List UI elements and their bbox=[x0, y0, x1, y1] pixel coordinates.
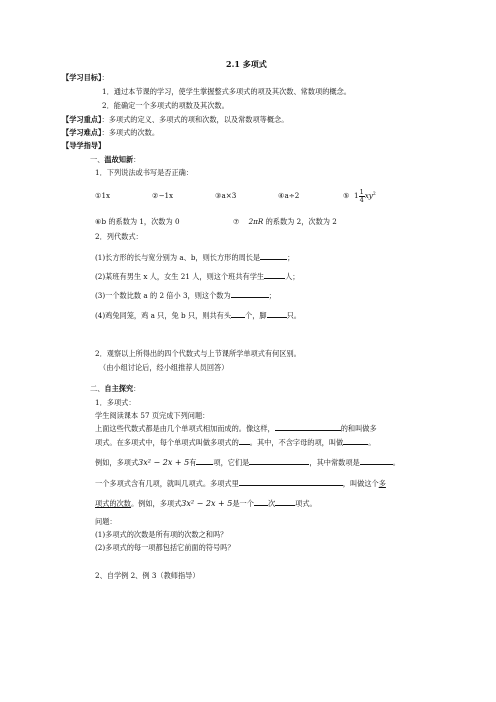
item-number bbox=[95, 290, 276, 300]
option-4: ④a÷2 bbox=[278, 191, 300, 200]
answer-blank[interactable] bbox=[260, 252, 287, 260]
subsection-2: 2、自学例 2、例 3（教师指导） bbox=[95, 571, 200, 580]
definition-text: 上面这些代数式都是由几个单项式相加而成的。像这样， bbox=[95, 424, 275, 433]
question-item: (2)多项式的每一项都包括它前面的符号吗？ bbox=[95, 543, 235, 552]
example-text: 有 bbox=[189, 458, 197, 467]
questions-label: 问题： bbox=[95, 517, 117, 526]
section1-heading: 温故知新 bbox=[104, 155, 134, 164]
definition-text: 项式。在多项式中，每个单项式叫做多项式的 bbox=[95, 438, 239, 447]
definition-text-end: 的和叫做多 bbox=[340, 424, 377, 433]
answer-blank[interactable] bbox=[360, 457, 393, 465]
objective-item: 2．能确定一个多项式的项数及其次数。 bbox=[102, 101, 229, 110]
option-7-expression: 2πR bbox=[248, 217, 264, 226]
polynomial-expression: 3x² − 2x + 5 bbox=[138, 458, 190, 467]
answer-blank[interactable] bbox=[254, 498, 268, 506]
example-text-end: 项式。 bbox=[295, 499, 317, 508]
answer-blank[interactable] bbox=[249, 457, 309, 465]
example-line-1 bbox=[95, 457, 400, 467]
option-7 bbox=[233, 217, 337, 226]
key-point-text: ：多项式的定义、多项式的项和次数，以及常数项等概念。 bbox=[101, 115, 289, 124]
definition-text-underlined: 多 bbox=[378, 479, 386, 488]
option-5-variable: xy bbox=[364, 191, 373, 200]
option-5-exponent: 2 bbox=[372, 192, 376, 197]
item-perimeter-end: ； bbox=[287, 253, 295, 262]
section2-heading-line bbox=[90, 384, 140, 393]
example-text: ，其中常数项是 bbox=[309, 458, 360, 467]
answer-blank[interactable] bbox=[239, 478, 343, 486]
item-perimeter-text: (1)长方形的长与宽分别为 a、b，则长方形的周长是 bbox=[95, 253, 261, 262]
question-item: (1)多项式的次数是所有项的次数之和吗？ bbox=[95, 530, 228, 539]
item-cage-text: (4)鸡兔同笼，鸡 a 只，兔 b 只，则共有头 bbox=[95, 311, 232, 320]
example-text: 项，它们是 bbox=[213, 458, 250, 467]
section2-heading: 自主探究 bbox=[104, 384, 134, 393]
example-text-end: 。 bbox=[392, 458, 400, 467]
subsection-1: 1．多项式： bbox=[95, 398, 136, 407]
difficulty-heading: 【学习难点】 bbox=[62, 128, 102, 137]
item-cage bbox=[95, 310, 301, 320]
item-students bbox=[95, 271, 299, 281]
section2-number: 二、 bbox=[90, 384, 105, 393]
section1-number: 一、 bbox=[90, 155, 105, 164]
objective-item: 1．通过本节课的学习，使学生掌握整式多项式的项及其次数、常数项的概念。 bbox=[102, 87, 351, 96]
answer-blank[interactable] bbox=[231, 310, 245, 318]
option-3: ③a×3 bbox=[215, 191, 237, 200]
objectives-heading: 【学习目标】 bbox=[62, 73, 102, 82]
definition-text: 一个多项式含有几项，就叫几项式。多项式里 bbox=[95, 479, 239, 488]
option-1: ①1x bbox=[95, 191, 111, 200]
fraction-numerator: 1 bbox=[359, 187, 364, 196]
key-point-line bbox=[62, 115, 288, 124]
example-text: 例如，多项式 bbox=[95, 458, 139, 467]
example-line-2 bbox=[95, 498, 317, 508]
item-number-end: ； bbox=[268, 291, 276, 300]
answer-blank[interactable] bbox=[267, 310, 287, 318]
definition-line-2 bbox=[95, 437, 375, 447]
polynomial-expression: 3x² − 2x + 5 bbox=[181, 499, 233, 508]
option-7-number: ⑦ bbox=[233, 217, 240, 226]
definition-text: ，叫做这个 bbox=[342, 479, 379, 488]
definition-text-end: 。 bbox=[368, 438, 376, 447]
question-1: 1．下列说法或书写是否正确： bbox=[95, 168, 194, 177]
answer-blank[interactable] bbox=[196, 457, 213, 465]
item-cage-mid: 个，脚 bbox=[245, 311, 267, 320]
section1-heading-line bbox=[90, 155, 140, 164]
option-2: ②−1x bbox=[152, 191, 174, 200]
answer-blank[interactable] bbox=[231, 290, 269, 298]
option-5 bbox=[343, 183, 376, 208]
definition-line-1 bbox=[95, 423, 377, 433]
answer-blank[interactable] bbox=[264, 271, 285, 279]
fraction-denominator: 4 bbox=[359, 195, 364, 204]
item-students-end: 人； bbox=[285, 272, 300, 281]
option-5-whole: 1 bbox=[354, 191, 359, 200]
definition-text-mid: 。其中，不含字母的项，叫做 bbox=[249, 438, 344, 447]
answer-blank[interactable] bbox=[239, 437, 250, 445]
item-cage-end: 只。 bbox=[286, 311, 301, 320]
question-3: 2．观察以上所得出的四个代数式与上节课所学单项式有何区别。 bbox=[95, 349, 301, 358]
item-students-text: (2)某班有男生 x 人，女生 21 人，则这个班共有学生 bbox=[95, 272, 265, 281]
difficulty-text: ：多项式的次数。 bbox=[101, 128, 160, 137]
objectives-colon: ： bbox=[101, 73, 109, 82]
question-3-note: （由小组讨论后，经小组推荐人员回答） bbox=[99, 363, 229, 372]
answer-blank[interactable] bbox=[343, 437, 368, 445]
key-point-heading: 【学习重点】 bbox=[62, 115, 102, 124]
example-text: 是一个 bbox=[232, 499, 254, 508]
question-2: 2．列代数式： bbox=[95, 232, 143, 241]
option-7-text: 的系数为 2，次数为 2 bbox=[263, 217, 337, 226]
answer-blank[interactable] bbox=[275, 498, 295, 506]
page-title: 2.1 多项式 bbox=[226, 59, 267, 69]
definition-line-3 bbox=[95, 478, 386, 488]
section1-colon: ： bbox=[133, 155, 141, 164]
guide-heading: 【导学指导】 bbox=[62, 141, 106, 150]
answer-blank[interactable] bbox=[275, 423, 341, 431]
item-number-text: (3)一个数比数 a 的 2 倍小 3，则这个数为 bbox=[95, 291, 231, 300]
option-6: ⑥b 的系数为 1，次数为 0 bbox=[95, 217, 180, 226]
difficulty-line bbox=[62, 128, 159, 137]
item-perimeter bbox=[95, 252, 294, 262]
example-text: 。例如，多项式 bbox=[130, 499, 182, 508]
objectives-heading-line bbox=[62, 73, 109, 82]
section2-colon: ： bbox=[133, 384, 141, 393]
example-text: 次 bbox=[267, 499, 276, 508]
option-5-number: ⑤ bbox=[343, 191, 350, 200]
degree-term: 项式的次数 bbox=[95, 499, 131, 508]
reading-instruction: 学生阅读课本 57 页完成下列问题： bbox=[95, 411, 210, 420]
